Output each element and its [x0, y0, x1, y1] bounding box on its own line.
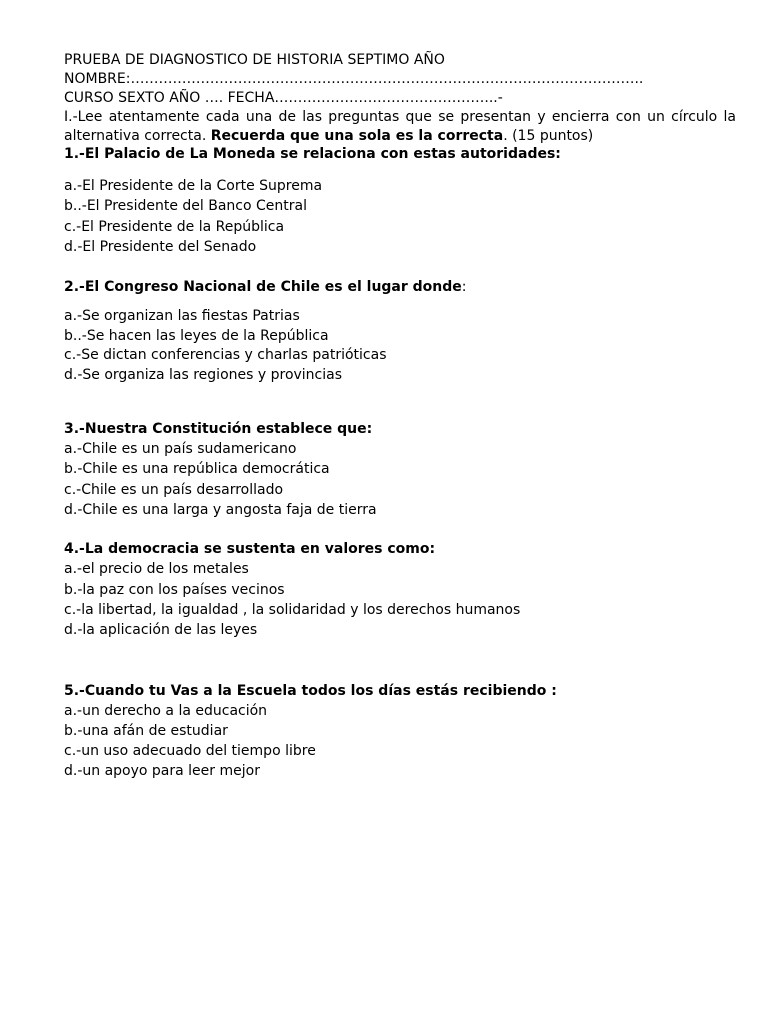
question-4-option-d: d.-la aplicación de las leyes — [64, 622, 258, 639]
instructions-paragraph — [64, 108, 736, 145]
question-2 — [64, 278, 736, 385]
question-2-option-d: d.-Se organiza las regiones y provincias — [64, 366, 343, 383]
question-5-title: 5.-Cuando tu Vas a la Escuela todos los días estás recibiendo : — [64, 682, 557, 699]
question-5 — [64, 681, 736, 782]
question-2-title: 2.-El Congreso Nacional de Chile es el lugar donde — [64, 279, 462, 296]
question-3-option-c: c.-Chile es un país desarrollado — [64, 481, 284, 498]
question-1-option-b: b..-El Presidente del Banco Central — [64, 198, 307, 215]
question-2-option-c: c.-Se dictan conferencias y charlas patrióticas — [64, 347, 387, 364]
question-1-title: 1.-El Palacio de La Moneda se relaciona con estas autoridades: — [64, 146, 561, 162]
question-5-option-d: d.-un apoyo para leer mejor — [64, 763, 260, 780]
question-1-option-d: d.-El Presidente del Senado — [64, 238, 257, 255]
question-5-option-a: a.-un derecho a la educación — [64, 702, 268, 719]
name-field-line: NOMBRE:……………………………………………………………………………………………….. — [64, 71, 644, 87]
question-5-option-b: b.-una afán de estudiar — [64, 722, 228, 739]
question-3-option-b: b.-Chile es una república democrática — [64, 461, 330, 478]
question-1-option-a: a.-El Presidente de la Corte Suprema — [64, 178, 323, 194]
question-4-title: 4.-La democracia se sustenta en valores como: — [64, 541, 436, 558]
document-title: PRUEBA DE DIAGNOSTICO DE HISTORIA SEPTIMO AÑO — [64, 52, 445, 68]
question-2-option-b: b..-Se hacen las leyes de la República — [64, 327, 329, 344]
instructions-points: . (15 puntos) — [503, 127, 594, 144]
question-5-option-c: c.-un uso adecuado del tiempo libre — [64, 743, 316, 760]
question-1-option-c: c.-El Presidente de la República — [64, 218, 285, 235]
question-2-title-suffix: : — [461, 279, 467, 296]
question-3-title: 3.-Nuestra Constitución establece que: — [64, 421, 373, 438]
course-date-line: CURSO SEXTO AÑO …. FECHA………………………………………...- — [64, 90, 503, 106]
question-2-option-a: a.-Se organizan las fiestas Patrias — [64, 308, 300, 325]
question-4 — [64, 539, 736, 640]
question-4-option-a: a.-el precio de los metales — [64, 561, 249, 578]
question-3 — [64, 419, 736, 520]
question-3-option-d: d.-Chile es una larga y angosta faja de tierra — [64, 502, 377, 519]
instructions-text: I.-Lee atentamente cada una de las preguntas que se presentan y encierra con un círculo la alternativa correcta. — [64, 109, 736, 144]
question-3-option-a: a.-Chile es un país sudamericano — [64, 441, 297, 458]
question-4-option-b: b.-la paz con los países vecinos — [64, 581, 285, 598]
document-content — [64, 50, 736, 782]
question-1 — [64, 145, 736, 257]
question-2-title-line — [64, 278, 736, 297]
instructions-emphasis: Recuerda que una sola es la correcta — [210, 127, 504, 144]
question-4-option-c: c.-la libertad, la igualdad , la solidaridad y los derechos humanos — [64, 601, 521, 618]
